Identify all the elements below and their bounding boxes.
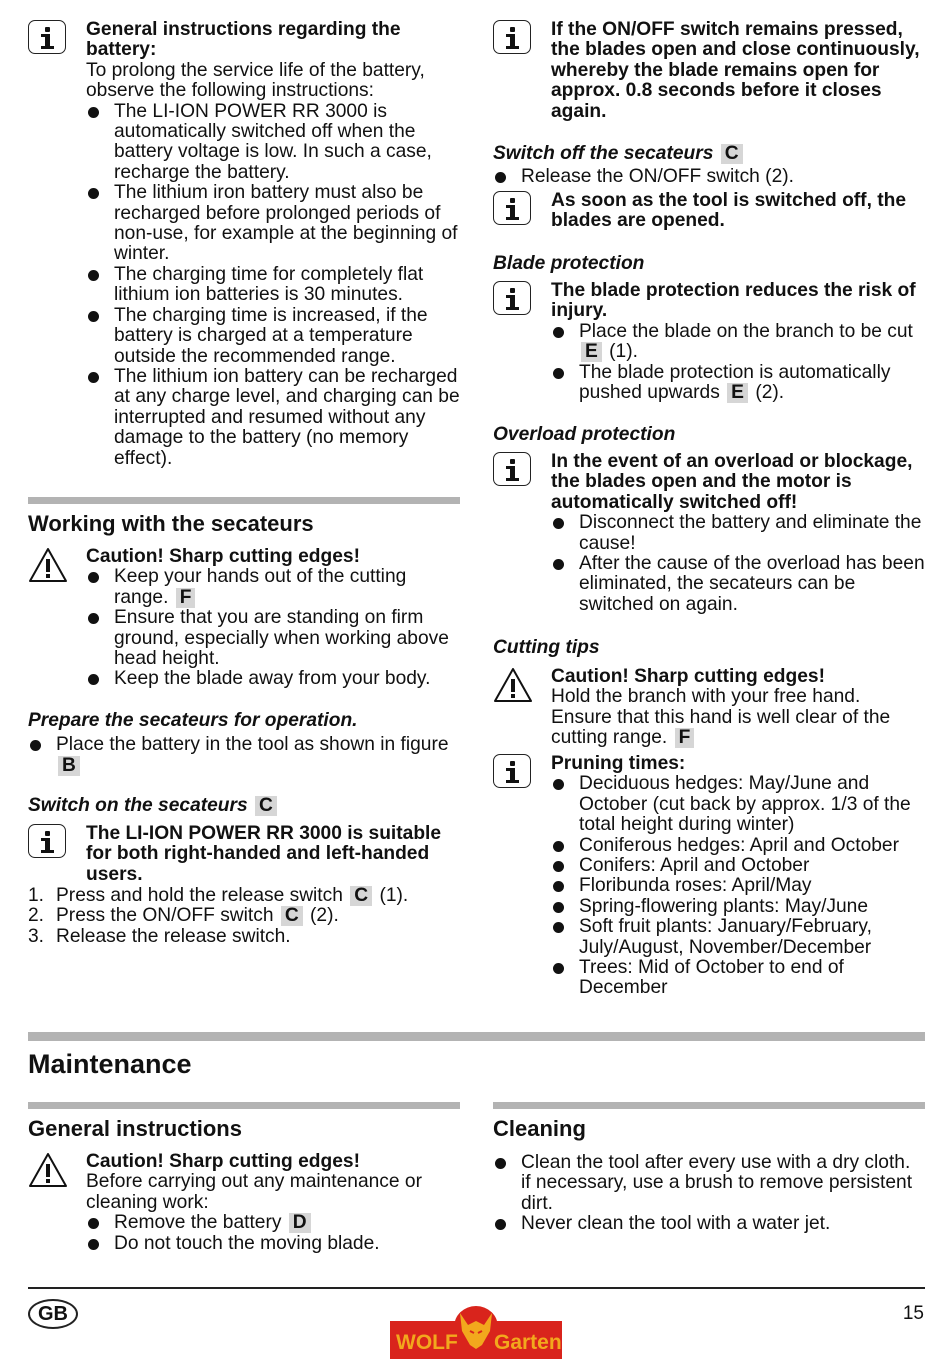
step-text: Press and hold the release switch bbox=[56, 885, 343, 906]
pruning-title: Pruning times: bbox=[551, 753, 686, 774]
switch-off-list bbox=[493, 167, 925, 187]
step-item bbox=[28, 906, 460, 926]
item-text: Keep your hands out of the cutting range. bbox=[114, 566, 407, 608]
list-item: The LI-ION POWER RR 3000 is automatically switched off when the battery voltage is low. In such a case, recharge the battery. bbox=[86, 102, 460, 184]
info-icon bbox=[28, 20, 66, 54]
general-text: Before carrying out any maintenance or cleaning work: bbox=[86, 1171, 422, 1213]
pruning-list bbox=[551, 774, 925, 998]
step-number: 2. bbox=[28, 905, 45, 927]
working-list bbox=[86, 567, 460, 689]
list-item: Trees: Mid of October to end of December bbox=[551, 958, 925, 999]
cleaning-title: Cleaning bbox=[493, 1116, 586, 1141]
general-title: General instructions bbox=[28, 1116, 242, 1141]
figure-ref: C bbox=[255, 796, 277, 816]
maintenance-title: Maintenance bbox=[28, 1049, 192, 1079]
step-number: 3. bbox=[28, 925, 45, 947]
item-text: Remove the battery bbox=[114, 1212, 282, 1234]
switch-on-title: Switch on the secateurs bbox=[28, 795, 248, 816]
list-item: Coniferous hedges: April and October bbox=[551, 836, 925, 856]
note-text: The blade protection reduces the risk of injury. bbox=[551, 280, 916, 322]
figure-ref: E bbox=[581, 342, 602, 362]
figure-ref: C bbox=[721, 144, 743, 164]
caution-text: Caution! Sharp cutting edges! bbox=[86, 546, 360, 567]
step-text: Press the ON/OFF switch bbox=[56, 905, 274, 927]
figure-ref: C bbox=[350, 886, 372, 906]
figure-ref: D bbox=[289, 1213, 311, 1233]
list-item bbox=[28, 735, 460, 776]
section-divider bbox=[28, 497, 460, 504]
list-item: The charging time is increased, if the battery is charged at a temperature outside the recommended range. bbox=[86, 306, 460, 367]
logo-text-left: WOLF bbox=[396, 1331, 458, 1354]
general-list bbox=[86, 1213, 460, 1254]
steps-list bbox=[28, 886, 460, 947]
info-icon bbox=[493, 281, 531, 315]
info-icon bbox=[28, 824, 66, 858]
prepare-section bbox=[28, 711, 460, 776]
maintenance-divider bbox=[28, 1032, 925, 1041]
list-item: Conifers: April and October bbox=[551, 856, 925, 876]
caution-text: Caution! Sharp cutting edges! bbox=[86, 1151, 360, 1172]
tips-title: Cutting tips bbox=[493, 637, 600, 658]
step-suffix: (2). bbox=[310, 905, 339, 927]
cleaning-section bbox=[493, 1153, 925, 1235]
switch-off-section bbox=[493, 144, 925, 188]
list-item: Soft fruit plants: January/February, July/August, November/December bbox=[551, 917, 925, 958]
note-text: As soon as the tool is switched off, the blades are opened. bbox=[551, 190, 907, 232]
footer-rule bbox=[28, 1287, 925, 1289]
section-divider bbox=[28, 1102, 460, 1109]
list-item: The charging time for completely flat lithium ion batteries is 30 minutes. bbox=[86, 265, 460, 306]
blade-title: Blade protection bbox=[493, 253, 645, 274]
step-number: 1. bbox=[28, 885, 45, 906]
caution-text: Caution! Sharp cutting edges! bbox=[551, 666, 825, 687]
list-item: Keep the blade away from your body. bbox=[86, 669, 460, 689]
list-item: Clean the tool after every use with a dry cloth. if necessary, use a brush to remove persistent dirt. bbox=[493, 1153, 925, 1214]
list-item: The lithium ion battery can be recharged at any charge level, and charging can be interrupted and resumed without any damage to the battery (no memory effect). bbox=[86, 367, 460, 469]
tips-body: Hold the branch with your free hand. Ensure that this hand is well clear of the cutting range. bbox=[551, 686, 891, 749]
overload-list bbox=[551, 513, 925, 615]
figure-ref: E bbox=[727, 383, 748, 403]
cleaning-list bbox=[493, 1153, 925, 1235]
item-text: Place the battery in the tool as shown in figure bbox=[56, 734, 449, 756]
wolf-garten-logo bbox=[390, 1305, 562, 1361]
step-suffix: (1). bbox=[379, 885, 409, 906]
step-item bbox=[28, 886, 460, 906]
note-text: If the ON/OFF switch remains pressed, the blades open and close continuously, whereby the blade remains open for approx. 0.8 seconds before it closes again. bbox=[551, 19, 920, 122]
prepare-list bbox=[28, 735, 460, 776]
list-item bbox=[86, 567, 460, 608]
figure-ref: B bbox=[58, 756, 80, 776]
battery-title: General instructions regarding the battery: bbox=[86, 19, 401, 61]
page-number: 15 bbox=[902, 1303, 924, 1324]
list-item: Release the ON/OFF switch (2). bbox=[493, 167, 925, 187]
prepare-title: Prepare the secateurs for operation. bbox=[28, 710, 358, 731]
item-text: The blade protection is automatically pushed upwards bbox=[579, 361, 891, 404]
working-title: Working with the secateurs bbox=[28, 511, 314, 536]
switch-off-title: Switch off the secateurs bbox=[493, 143, 714, 164]
overload-title: Overload protection bbox=[493, 424, 676, 445]
warning-icon bbox=[28, 1152, 68, 1188]
step-text: Release the release switch. bbox=[56, 925, 291, 947]
list-item: The lithium iron battery must also be recharged before prolonged periods of non-use, for example at the beginning of winter. bbox=[86, 183, 460, 265]
list-item: Ensure that you are standing on firm ground, especially when working above head height. bbox=[86, 608, 460, 669]
switch-on-steps bbox=[28, 886, 460, 947]
list-item: Never clean the tool with a water jet. bbox=[493, 1214, 925, 1234]
list-item bbox=[551, 363, 925, 404]
battery-intro: To prolong the service life of the battery, observe the following instructions: bbox=[86, 59, 425, 102]
item-text: Place the blade on the branch to be cut bbox=[579, 320, 913, 342]
list-item: Spring-flowering plants: May/June bbox=[551, 897, 925, 917]
item-suffix: (2). bbox=[755, 382, 785, 404]
list-item: Do not touch the moving blade. bbox=[86, 1234, 460, 1254]
note-text: In the event of an overload or blockage, the blades open and the motor is automatically switched off! bbox=[551, 451, 913, 513]
warning-icon bbox=[28, 547, 68, 583]
list-item bbox=[551, 322, 925, 363]
list-item: After the cause of the overload has been eliminated, the secateurs can be switched on again. bbox=[551, 554, 925, 615]
note-text: The LI-ION POWER RR 3000 is suitable for both right-handed and left-handed users. bbox=[86, 823, 442, 885]
info-icon bbox=[493, 452, 531, 486]
battery-list bbox=[86, 102, 460, 469]
section-divider bbox=[493, 1102, 925, 1109]
figure-ref: F bbox=[176, 588, 196, 608]
list-item: Deciduous hedges: May/June and October (cut back by approx. 1/3 of the total height during winter) bbox=[551, 774, 925, 835]
list-item: Disconnect the battery and eliminate the cause! bbox=[551, 513, 925, 554]
blade-list bbox=[551, 322, 925, 404]
switch-on-section bbox=[28, 796, 460, 816]
figure-ref: F bbox=[675, 728, 695, 748]
list-item bbox=[86, 1213, 460, 1233]
info-icon bbox=[493, 20, 531, 54]
info-icon bbox=[493, 754, 531, 788]
warning-icon bbox=[493, 667, 533, 703]
step-item bbox=[28, 927, 460, 947]
language-badge: GB bbox=[28, 1299, 78, 1329]
item-suffix: (1). bbox=[609, 341, 638, 363]
info-icon bbox=[493, 191, 531, 225]
overload-section bbox=[493, 425, 925, 445]
logo-text-right: Garten bbox=[494, 1331, 562, 1354]
tips-text bbox=[551, 687, 925, 748]
list-item: Floribunda roses: April/May bbox=[551, 876, 925, 896]
blade-section bbox=[493, 254, 925, 274]
figure-ref: C bbox=[281, 906, 303, 926]
tips-section bbox=[493, 638, 925, 658]
